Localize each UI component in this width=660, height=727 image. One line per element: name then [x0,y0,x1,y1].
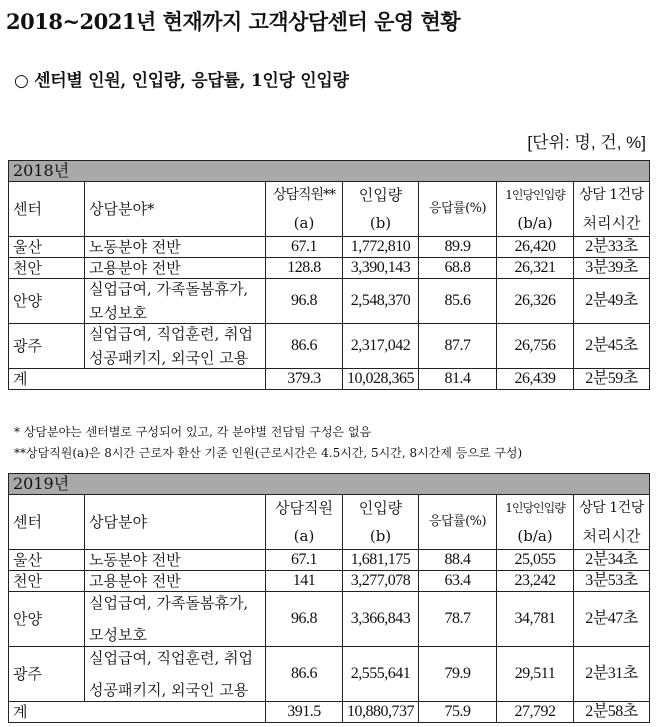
header-time: 상담 1건당 처리시간 [574,495,650,550]
table-row [9,324,650,369]
year-label: 2018년 [9,161,650,182]
header-staff: 상담직원** (a) [266,182,343,237]
cell-per-person: 34,781 [497,592,574,647]
header-per-person: 1인당인입량 (b/a) [497,182,574,237]
table-2019 [8,473,650,723]
header-center: 센터 [9,495,85,550]
header-row [9,182,650,237]
total-row [9,369,650,390]
header-field: 상담분야* [85,182,266,237]
cell-inflow: 2,317,042 [343,324,419,369]
table-row [9,571,650,592]
unit-label: [단위: 명, 건, %] [527,133,646,152]
cell-response: 75.9 [419,702,497,723]
cell-time: 2분45초 [574,324,650,369]
cell-response: 79.9 [419,647,497,702]
footnote-2: **상담직원(a)은 8시간 근로자 환산 기준 인원(근로시간은 4.5시간, 5시간, 8시간제 등으로 구성) [14,446,523,460]
cell-field: 노동분야 전반 [85,237,266,258]
table-row [9,647,650,702]
cell-per-person: 26,321 [497,258,574,279]
cell-field: 실업급여, 가족돌봄휴가, 모성보호 [85,592,266,647]
header-staff: 상담직원 (a) [266,495,343,550]
section-subtitle: ○ 센터별 인원, 인입량, 응답률, 1인당 인입량 [14,71,349,91]
cell-time: 2분58초 [574,702,650,723]
cell-staff: 128.8 [266,258,343,279]
cell-staff: 67.1 [266,550,343,571]
table-row [9,279,650,324]
cell-staff: 67.1 [266,237,343,258]
cell-time: 2분34초 [574,550,650,571]
table-2018 [8,160,650,390]
cell-time: 2분49초 [574,279,650,324]
cell-inflow: 1,681,175 [343,550,419,571]
cell-staff: 96.8 [266,279,343,324]
header-inflow: 인입량 (b) [343,182,419,237]
cell-center: 안양 [9,592,85,647]
cell-total-label: 계 [9,369,266,390]
cell-per-person: 26,439 [497,369,574,390]
cell-time: 3분39초 [574,258,650,279]
cell-response: 78.7 [419,592,497,647]
header-field: 상담분야 [85,495,266,550]
cell-time: 2분59초 [574,369,650,390]
header-center: 센터 [9,182,85,237]
cell-response: 89.9 [419,237,497,258]
cell-field: 실업급여, 직업훈련, 취업 성공패키지, 외국인 고용 [85,324,266,369]
header-response: 응답률(%) [419,495,497,550]
document-title: 2018~2021년 현재까지 고객상담센터 운영 현황 [6,9,461,34]
table-row [9,258,650,279]
cell-center: 광주 [9,324,85,369]
cell-inflow: 3,277,078 [343,571,419,592]
footnote-1: * 상담분야는 센터별로 구성되어 있고, 각 분야별 전담팀 구성은 없음 [14,425,372,439]
cell-per-person: 26,420 [497,237,574,258]
header-response: 응답률(%) [419,182,497,237]
cell-inflow: 10,880,737 [343,702,419,723]
cell-response: 68.8 [419,258,497,279]
cell-center: 천안 [9,571,85,592]
cell-center: 천안 [9,258,85,279]
cell-response: 85.6 [419,279,497,324]
cell-inflow: 3,390,143 [343,258,419,279]
cell-staff: 86.6 [266,647,343,702]
cell-inflow: 10,028,365 [343,369,419,390]
cell-center: 울산 [9,237,85,258]
header-inflow: 인입량 (b) [343,495,419,550]
cell-per-person: 26,756 [497,324,574,369]
cell-per-person: 25,055 [497,550,574,571]
cell-staff: 391.5 [266,702,343,723]
cell-staff: 86.6 [266,324,343,369]
cell-inflow: 2,548,370 [343,279,419,324]
cell-total-label: 계 [9,702,266,723]
cell-center: 안양 [9,279,85,324]
total-row [9,702,650,723]
cell-field: 노동분야 전반 [85,550,266,571]
cell-field: 고용분야 전반 [85,258,266,279]
cell-time: 2분31초 [574,647,650,702]
cell-inflow: 1,772,810 [343,237,419,258]
cell-response: 87.7 [419,324,497,369]
cell-time: 3분53초 [574,571,650,592]
header-row [9,495,650,550]
year-label: 2019년 [9,474,650,495]
cell-inflow: 2,555,641 [343,647,419,702]
cell-field: 실업급여, 가족돌봄휴가, 모성보호 [85,279,266,324]
cell-time: 2분33초 [574,237,650,258]
cell-per-person: 23,242 [497,571,574,592]
header-time: 상담 1건당 처리시간 [574,182,650,237]
header-per-person: 1인당인입량 (b/a) [497,495,574,550]
cell-staff: 141 [266,571,343,592]
cell-field: 고용분야 전반 [85,571,266,592]
cell-inflow: 3,366,843 [343,592,419,647]
cell-per-person: 26,326 [497,279,574,324]
cell-center: 울산 [9,550,85,571]
cell-field: 실업급여, 직업훈련, 취업 성공패키지, 외국인 고용 [85,647,266,702]
cell-staff: 96.8 [266,592,343,647]
table-row [9,592,650,647]
cell-response: 81.4 [419,369,497,390]
cell-center: 광주 [9,647,85,702]
cell-per-person: 29,511 [497,647,574,702]
cell-response: 88.4 [419,550,497,571]
cell-per-person: 27,792 [497,702,574,723]
cell-staff: 379.3 [266,369,343,390]
cell-time: 2분47초 [574,592,650,647]
table-row [9,550,650,571]
cell-response: 63.4 [419,571,497,592]
table-row [9,237,650,258]
